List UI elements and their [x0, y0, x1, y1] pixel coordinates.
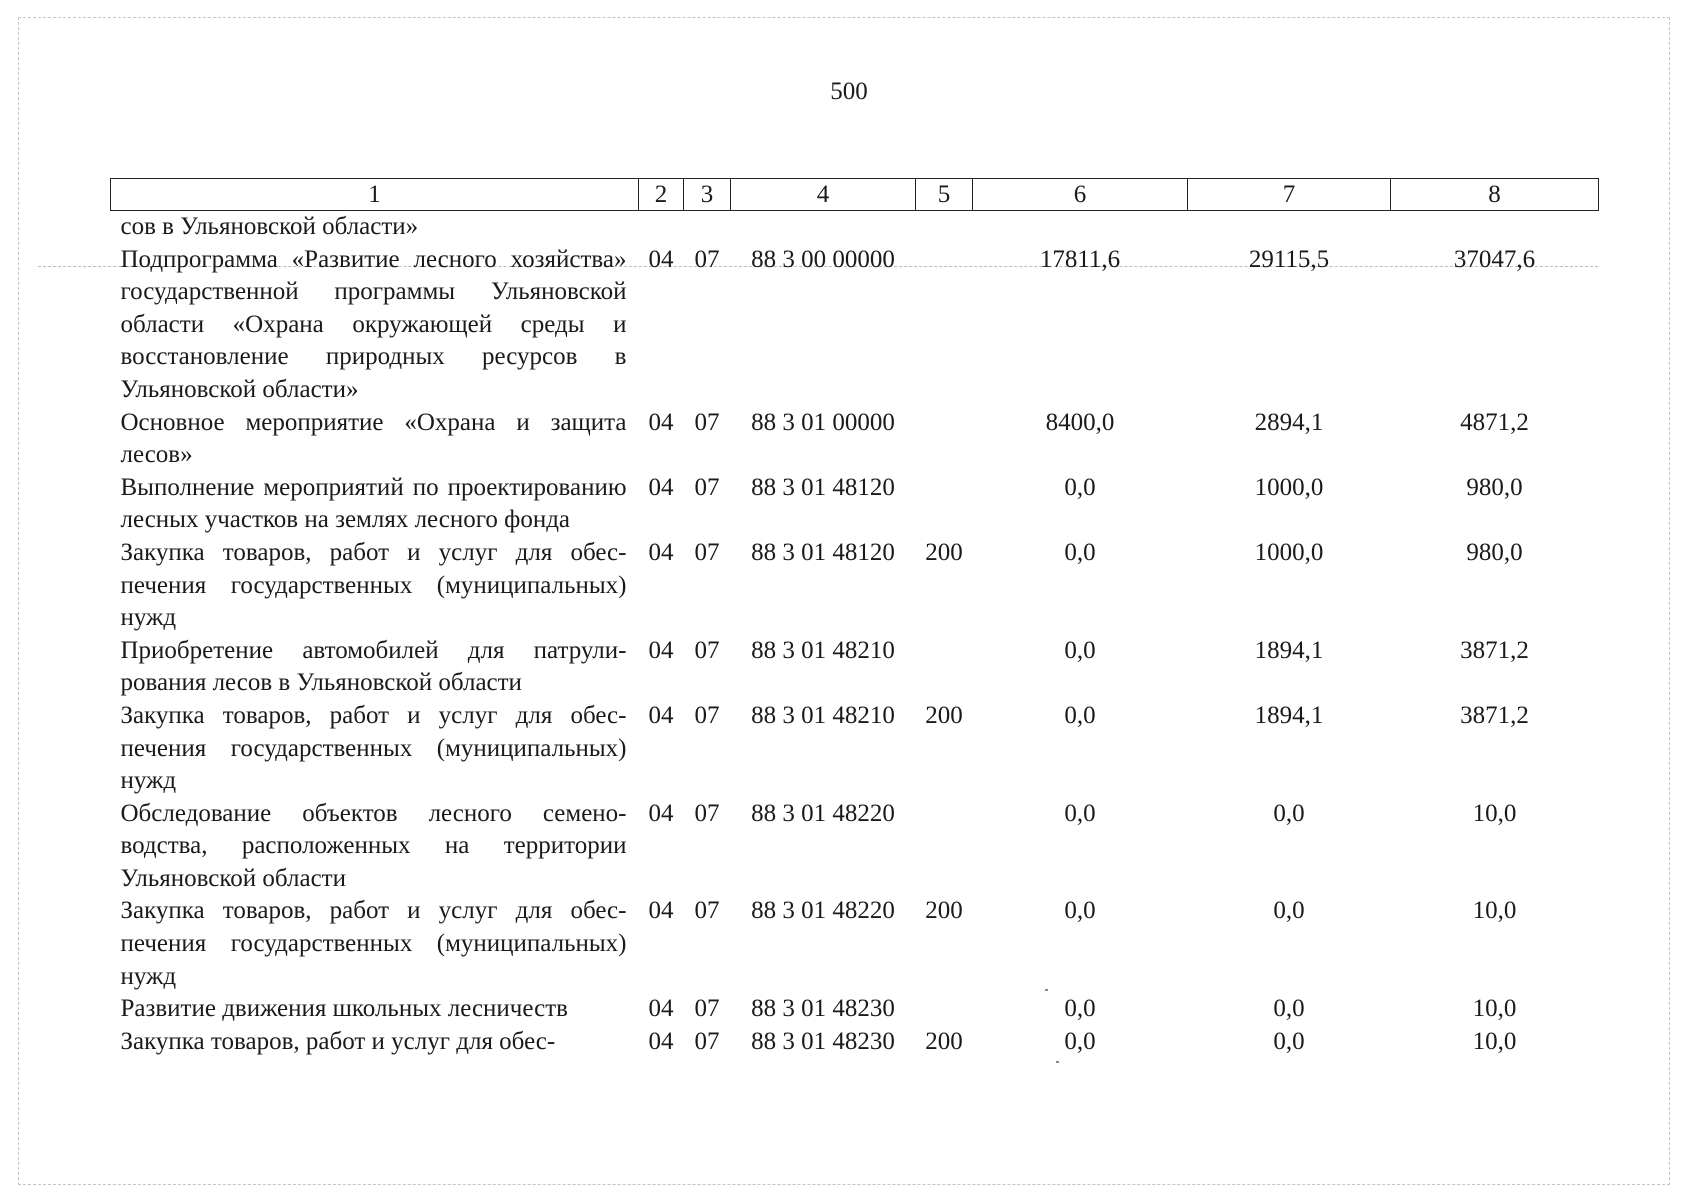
section-cell: 04	[648, 538, 674, 566]
amount-col7-cell: 29115,5	[1248, 245, 1330, 273]
target-article-cell: 88 3 01 48120	[751, 473, 895, 501]
amount-col7-cell: 1894,1	[1254, 636, 1324, 664]
amount-col7-cell: 0,0	[1273, 897, 1305, 925]
amount-col7-cell: 0,0	[1273, 995, 1305, 1023]
subsection-cell: 07	[694, 1027, 720, 1055]
subsection-cell: 07	[694, 245, 720, 273]
section-cell	[639, 211, 684, 244]
subsection-cell: 07	[694, 538, 720, 566]
column-header-8: 8	[1391, 179, 1599, 211]
column-header-4: 4	[731, 179, 916, 211]
expense-type-cell: 200	[925, 701, 963, 729]
amount-col6-cell: 0,0	[1064, 897, 1096, 925]
amount-col8-cell	[1391, 211, 1599, 244]
amount-col8-cell: 10,0	[1472, 995, 1517, 1023]
page-number: 500	[830, 78, 868, 105]
table-row	[111, 700, 1599, 798]
amount-col6-cell	[973, 211, 1188, 244]
amount-col6-cell: 0,0	[1064, 701, 1096, 729]
section-cell: 04	[648, 245, 674, 273]
table-row	[111, 1026, 1599, 1059]
expense-type-cell	[916, 993, 973, 1026]
column-header-6: 6	[973, 179, 1188, 211]
column-header-3: 3	[684, 179, 731, 211]
target-article-cell: 88 3 01 00000	[751, 408, 895, 436]
section-cell: 04	[648, 799, 674, 827]
section-cell: 04	[648, 636, 674, 664]
table-row	[111, 895, 1599, 993]
table-row	[111, 993, 1599, 1026]
table-row	[111, 798, 1599, 896]
table-row	[111, 407, 1599, 472]
target-article-cell: 88 3 00 00000	[751, 245, 895, 273]
subsection-cell: 07	[694, 473, 720, 501]
header-row	[111, 179, 1599, 211]
expense-type-cell	[916, 472, 973, 537]
amount-col6-cell: 0,0	[1064, 1027, 1096, 1055]
subsection-cell: 07	[694, 799, 720, 827]
section-cell: 04	[648, 473, 674, 501]
row-name-cell: Развитие движения школьных лесничеств	[120, 995, 568, 1023]
subsection-cell	[684, 211, 731, 244]
row-name-cell: Обследование объектов лесного семеноводства, расположенных на территории Ульяновской области	[120, 799, 627, 892]
row-name-cell: Подпрограмма «Развитие лесного хозяйства» государственной программы Ульяновской области «Охрана окружающей среды и восстановление природных ресурсов в Ульяновской области»	[120, 245, 627, 403]
subsection-cell: 07	[694, 636, 720, 664]
table-row	[111, 635, 1599, 700]
expense-type-cell: 200	[925, 897, 963, 925]
column-header-1: 1	[111, 179, 639, 211]
subsection-cell: 07	[694, 995, 720, 1023]
amount-col8-cell: 10,0	[1472, 1027, 1517, 1055]
amount-col7-cell	[1188, 211, 1391, 244]
table-row	[111, 211, 1599, 244]
amount-col6-cell: 0,0	[1064, 799, 1096, 827]
amount-col8-cell: 3871,2	[1460, 701, 1529, 729]
row-name-cell: Закупка товаров, работ и услуг для обес-	[120, 1027, 556, 1055]
scan-speck	[1056, 1061, 1059, 1063]
amount-col6-cell: 0,0	[1064, 538, 1096, 566]
section-cell: 04	[648, 995, 674, 1023]
row-name-cell: сов в Ульяновской области»	[120, 213, 419, 240]
amount-col8-cell: 980,0	[1466, 538, 1523, 566]
amount-col6-cell: 0,0	[1064, 473, 1096, 501]
amount-col8-cell: 4871,2	[1460, 408, 1529, 436]
target-article-cell: 88 3 01 48230	[751, 1027, 895, 1055]
column-header-2: 2	[639, 179, 684, 211]
row-name-cell: Закупка товаров, работ и услуг для обеспечения государственных (муниципальных) нужд	[120, 538, 627, 632]
amount-col7-cell: 0,0	[1273, 1027, 1305, 1055]
column-header-7: 7	[1188, 179, 1391, 211]
amount-col6-cell: 8400,0	[1045, 408, 1115, 436]
amount-col6-cell: 0,0	[1064, 636, 1096, 664]
amount-col7-cell: 1894,1	[1254, 701, 1324, 729]
expense-type-cell: 200	[925, 538, 963, 566]
target-article-cell: 88 3 01 48210	[751, 636, 895, 664]
budget-table	[110, 178, 1599, 1058]
column-header-5: 5	[916, 179, 973, 211]
table-row	[111, 244, 1599, 407]
expense-type-cell	[916, 244, 973, 407]
amount-col7-cell: 1000,0	[1254, 473, 1324, 501]
expense-type-cell	[916, 407, 973, 472]
section-cell: 04	[648, 701, 674, 729]
amount-col7-cell: 0,0	[1273, 799, 1305, 827]
amount-col6-cell: 0,0	[1064, 995, 1096, 1023]
row-name-cell: Приобретение автомобилей для патрулирования лесов в Ульяновской области	[120, 636, 627, 697]
subsection-cell: 07	[694, 897, 720, 925]
target-article-cell: 88 3 01 48120	[751, 538, 895, 566]
expense-type-cell: 200	[925, 1027, 963, 1055]
amount-col8-cell: 3871,2	[1460, 636, 1529, 664]
table-row	[111, 472, 1599, 537]
row-name-cell: Закупка товаров, работ и услуг для обеспечения государственных (муниципальных) нужд	[120, 897, 627, 990]
amount-col7-cell: 2894,1	[1254, 408, 1324, 436]
target-article-cell: 88 3 01 48220	[751, 799, 895, 827]
expense-type-cell	[916, 635, 973, 700]
amount-col8-cell: 10,0	[1472, 799, 1517, 827]
subsection-cell: 07	[694, 701, 720, 729]
amount-col8-cell: 980,0	[1466, 473, 1523, 501]
expense-type-cell	[916, 798, 973, 896]
scan-speck	[1045, 989, 1048, 991]
target-article-cell: 88 3 01 48230	[751, 995, 895, 1023]
amount-col7-cell: 1000,0	[1254, 538, 1324, 566]
amount-col6-cell: 17811,6	[1039, 245, 1121, 273]
section-cell: 04	[648, 897, 674, 925]
row-name-cell: Основное мероприятие «Охрана и защита лесов»	[120, 408, 627, 469]
row-name-cell: Выполнение мероприятий по проектированию лесных участков на землях лесного фонда	[120, 473, 627, 534]
subsection-cell: 07	[694, 408, 720, 436]
expense-type-cell	[916, 211, 973, 244]
target-article-cell: 88 3 01 48220	[751, 897, 895, 925]
amount-col8-cell: 10,0	[1472, 897, 1517, 925]
section-cell: 04	[648, 408, 674, 436]
target-article-cell: 88 3 01 48210	[751, 701, 895, 729]
row-name-cell: Закупка товаров, работ и услуг для обеспечения государственных (муниципальных) нужд	[120, 701, 627, 795]
target-article-cell	[731, 211, 916, 244]
amount-col8-cell: 37047,6	[1453, 245, 1536, 273]
table-row	[111, 537, 1599, 635]
section-cell: 04	[648, 1027, 674, 1055]
